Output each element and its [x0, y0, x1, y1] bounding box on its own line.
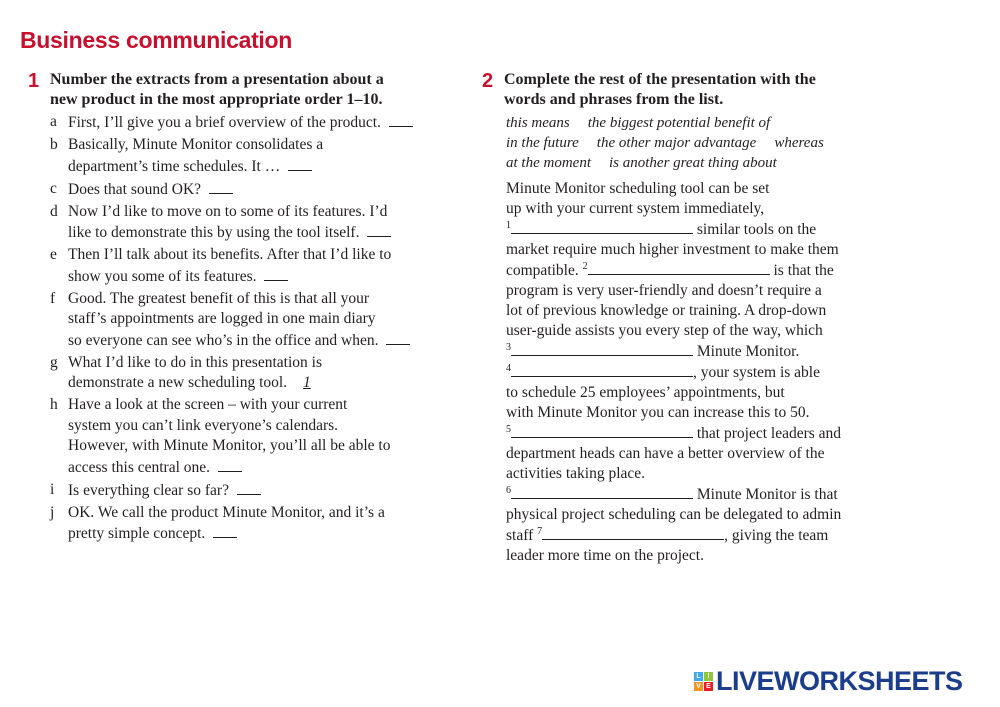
- instruction-line: new product in the most appropriate order 1–10.: [50, 91, 383, 108]
- item-text: Then I’ll talk about its benefits. After that I’d like to: [68, 246, 392, 263]
- item-letter: b: [50, 136, 58, 153]
- word-option: this means: [506, 115, 570, 131]
- item-text: like to demonstrate this by using the tool itself.: [68, 224, 360, 241]
- item-text: staff’s appointments are logged in one main diary: [68, 310, 376, 327]
- answer-blank[interactable]: [213, 523, 237, 538]
- passage-line: user-guide assists you every step of the way, which: [506, 322, 823, 339]
- answer-blank[interactable]: [288, 156, 312, 171]
- passage-line: Minute Monitor scheduling tool can be set: [506, 180, 770, 197]
- word-option: at the moment: [506, 155, 591, 171]
- answer-gap-5[interactable]: [511, 423, 693, 438]
- item-text: First, I’ll give you a brief overview of the product.: [68, 114, 381, 131]
- exercise-2-instruction: [482, 70, 882, 110]
- item-text: Is everything clear so far?: [68, 481, 229, 499]
- answer-gap-3[interactable]: [511, 341, 693, 356]
- item-text: However, with Minute Monitor, you’ll all be able to: [68, 437, 391, 454]
- item-text: department’s time schedules. It …: [68, 157, 281, 175]
- passage-text: Minute Monitor is that: [693, 486, 838, 503]
- word-option: the other major advantage: [596, 135, 757, 151]
- list-item: [50, 289, 428, 352]
- passage-line: leader more time on the project.: [506, 547, 704, 564]
- answer-blank[interactable]: [386, 330, 410, 345]
- item-letter: e: [50, 246, 57, 263]
- answer-blank[interactable]: [367, 222, 391, 237]
- list-item: [50, 503, 428, 545]
- answer-gap-4[interactable]: [511, 362, 693, 377]
- logo-tile: E: [704, 682, 713, 691]
- item-letter: g: [50, 353, 58, 371]
- exercise-1-instruction: [28, 70, 428, 110]
- logo-text: LIVEWORKSHEETS: [716, 666, 963, 696]
- answer-blank[interactable]: [218, 457, 242, 472]
- list-item: [50, 135, 428, 177]
- list-item: [50, 202, 428, 244]
- item-text: system you can’t link everyone’s calendars.: [68, 416, 339, 434]
- passage-line: with Minute Monitor you can increase this to 50.: [506, 404, 810, 421]
- passage-text: Minute Monitor.: [693, 343, 800, 360]
- logo-tile: I: [704, 672, 713, 681]
- word-option: the biggest potential benefit of: [587, 115, 771, 131]
- gap-number: 2: [582, 260, 588, 272]
- item-letter: c: [50, 179, 57, 197]
- gap-number: 4: [506, 362, 511, 374]
- list-item: [50, 395, 428, 478]
- list-item: [50, 480, 428, 502]
- item-text: Basically, Minute Monitor consolidates a: [68, 136, 324, 153]
- gap-number: 3: [506, 341, 511, 353]
- item-letter: i: [50, 480, 55, 498]
- list-item: [50, 245, 428, 287]
- page-title: Business communication: [20, 27, 293, 53]
- item-text: so everyone can see who’s in the office and when.: [68, 331, 379, 349]
- answer-blank[interactable]: [237, 480, 261, 495]
- answer-blank[interactable]: [264, 266, 288, 281]
- list-item: [50, 179, 428, 201]
- passage-text: similar tools on the: [693, 221, 817, 238]
- passage-line: up with your current system immediately,: [506, 200, 765, 217]
- logo-tile: L: [694, 672, 703, 681]
- item-text: show you some of its features.: [68, 267, 257, 285]
- item-letter: h: [50, 396, 58, 413]
- item-letter: a: [50, 113, 57, 130]
- answer-gap-2[interactable]: [588, 260, 770, 275]
- item-letter: d: [50, 202, 58, 220]
- answer-blank[interactable]: [209, 179, 233, 194]
- instruction-line: Complete the rest of the presentation with the: [504, 71, 816, 88]
- passage-text: , your system is able: [693, 364, 820, 381]
- item-text: Good. The greatest benefit of this is that all your: [68, 289, 370, 307]
- passage-line: lot of previous knowledge or training. A drop-down: [506, 302, 827, 319]
- exercise-1: [28, 70, 428, 546]
- instruction-line: Number the extracts from a presentation about a: [50, 71, 384, 88]
- gap-number: 6: [506, 484, 511, 496]
- gap-number: 5: [506, 423, 511, 435]
- word-option: is another great thing about: [608, 155, 777, 171]
- item-text: demonstrate a new scheduling tool.: [68, 374, 288, 391]
- item-text: Does that sound OK?: [68, 180, 202, 198]
- passage-line: market require much higher investment to make them: [506, 241, 839, 258]
- passage-line: program is very user-friendly and doesn’t require a: [506, 282, 822, 299]
- item-text: Have a look at the screen – with your current: [68, 396, 348, 413]
- gap-number: 1: [506, 219, 511, 231]
- passage-line: department heads can have a better overview of the: [506, 445, 825, 462]
- passage-text: that project leaders and: [693, 425, 842, 442]
- instruction-line: words and phrases from the list.: [504, 91, 724, 108]
- exercise-2-number: 2: [482, 70, 494, 92]
- word-option: whereas: [774, 135, 824, 151]
- extract-list: [28, 112, 428, 545]
- item-letter: f: [50, 289, 56, 307]
- answer-gap-7[interactable]: [542, 525, 724, 540]
- liveworksheets-icon: [694, 672, 713, 691]
- answer-blank[interactable]: [389, 112, 413, 127]
- word-option: in the future: [506, 135, 579, 151]
- answer-gap-1[interactable]: [511, 219, 693, 234]
- word-list: [482, 113, 882, 173]
- passage-line: to schedule 25 employees’ appointments, but: [506, 384, 785, 401]
- passage-line: activities taking place.: [506, 465, 646, 482]
- passage-text: staff: [506, 527, 538, 544]
- exercise-2: [482, 70, 882, 566]
- gap-number: 7: [537, 525, 543, 537]
- passage-text: , giving the team: [724, 527, 829, 544]
- passage-line: physical project scheduling can be delegated to admin: [506, 506, 842, 523]
- liveworksheets-logo: [694, 666, 963, 697]
- item-text: What I’d like to do in this presentation is: [68, 353, 322, 371]
- list-item: [50, 353, 428, 394]
- exercise-1-number: 1: [28, 70, 40, 92]
- presentation-passage: [482, 179, 882, 566]
- answer-gap-6[interactable]: [511, 484, 693, 499]
- item-text: Now I’d like to move on to some of its features. I’d: [68, 202, 388, 220]
- item-text: OK. We call the product Minute Monitor, and it’s a: [68, 503, 385, 521]
- item-letter: j: [50, 503, 55, 521]
- item-text: pretty simple concept.: [68, 525, 206, 542]
- item-text: access this central one.: [68, 458, 211, 476]
- logo-tile: V: [694, 682, 703, 691]
- answer-blank[interactable]: 1: [302, 374, 311, 391]
- passage-text: is that the: [769, 262, 834, 279]
- list-item: [50, 112, 428, 134]
- passage-text: compatible.: [506, 262, 583, 279]
